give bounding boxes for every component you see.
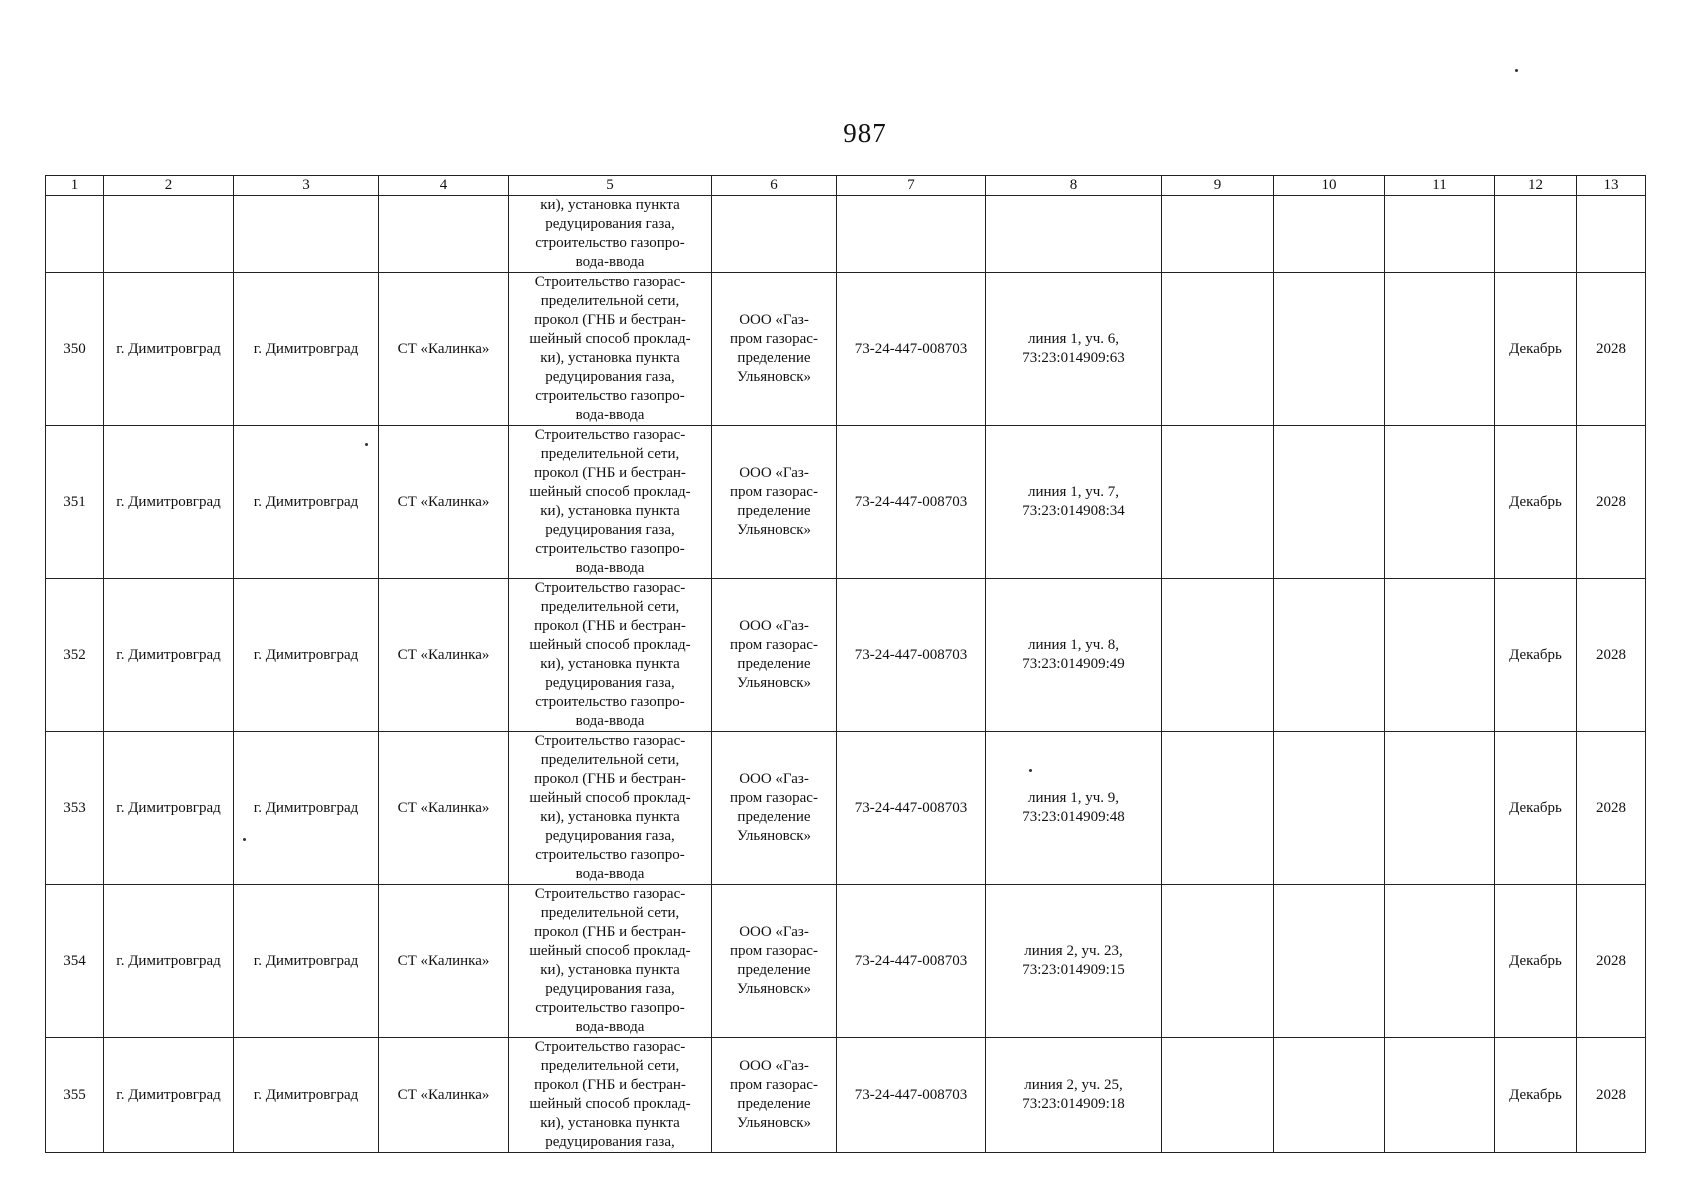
cell-row-number: 355	[46, 1038, 104, 1153]
column-number: 1	[46, 176, 104, 196]
cell-col11	[1385, 273, 1495, 426]
column-number-row	[46, 176, 1646, 196]
description-line: строительство газопро-	[535, 388, 685, 404]
description-line: редуцирования газа,	[545, 675, 675, 691]
cell-description	[509, 1038, 712, 1153]
description-line: вода-ввода	[575, 866, 645, 882]
description-line: строительство газопро-	[535, 694, 685, 710]
organization-line: пределение	[737, 656, 811, 672]
organization-line: Ульяновск»	[736, 828, 812, 844]
cell-col11	[1385, 426, 1495, 579]
description-line: Строительство газорас-	[534, 886, 686, 902]
cell-empty	[837, 196, 986, 273]
table-row	[46, 426, 1646, 579]
organization-line: ООО «Газ-	[739, 771, 809, 787]
cell-code: 73-24-447-008703	[837, 732, 986, 885]
cell-empty	[712, 196, 837, 273]
cell-lot	[986, 273, 1162, 426]
cell-city: г. Димитровград	[234, 426, 379, 579]
description-line: пределительной сети,	[540, 293, 680, 309]
cell-empty	[1385, 196, 1495, 273]
cell-col9	[1162, 1038, 1274, 1153]
description-line: прокол (ГНБ и бестран-	[534, 771, 686, 787]
lot-line: 73:23:014909:63	[1022, 350, 1125, 366]
description-line: Строительство газорас-	[534, 274, 686, 290]
organization-line: пределение	[737, 809, 811, 825]
cell-empty	[1274, 196, 1385, 273]
cell-organization	[712, 426, 837, 579]
scan-speck	[1515, 69, 1518, 72]
lot-line: линия 2, уч. 25,	[1024, 1077, 1123, 1093]
column-number: 7	[837, 176, 986, 196]
cell-month: Декабрь	[1495, 426, 1577, 579]
description-line: пределительной сети,	[540, 1058, 680, 1074]
organization-line: пром газорас-	[730, 943, 818, 959]
description-line: прокол (ГНБ и бестран-	[534, 924, 686, 940]
cell-district: г. Димитровград	[104, 426, 234, 579]
table-row	[46, 1038, 1646, 1153]
cell-settlement: СТ «Калинка»	[379, 273, 509, 426]
lot-line: линия 1, уч. 8,	[1027, 637, 1119, 653]
organization-line: пром газорас-	[730, 790, 818, 806]
description-line: ки), установка пункта	[540, 962, 680, 978]
cell-description	[509, 579, 712, 732]
organization-line: Ульяновск»	[736, 1115, 812, 1131]
lot-line: линия 2, уч. 23,	[1024, 943, 1123, 959]
cell-organization	[712, 1038, 837, 1153]
table-row	[46, 732, 1646, 885]
description-line: редуцирования газа,	[545, 522, 675, 538]
cell-description	[509, 196, 712, 273]
cell-district: г. Димитровград	[104, 885, 234, 1038]
cell-col11	[1385, 732, 1495, 885]
cell-lot	[986, 885, 1162, 1038]
description-line: Строительство газорас-	[534, 733, 686, 749]
description-line: пределительной сети,	[540, 446, 680, 462]
description-line: строительство газопро-	[535, 235, 685, 251]
cell-col11	[1385, 579, 1495, 732]
description-line: прокол (ГНБ и бестран-	[534, 312, 686, 328]
description-line: редуцирования газа,	[545, 369, 675, 385]
description-line: редуцирования газа,	[545, 1134, 675, 1150]
description-line: вода-ввода	[575, 1019, 645, 1035]
column-number: 13	[1577, 176, 1646, 196]
cell-district: г. Димитровград	[104, 732, 234, 885]
organization-line: пром газорас-	[730, 637, 818, 653]
description-line: прокол (ГНБ и бестран-	[534, 618, 686, 634]
description-line: редуцирования газа,	[545, 981, 675, 997]
cell-col9	[1162, 579, 1274, 732]
lot-line: 73:23:014909:15	[1022, 962, 1125, 978]
cell-row-number: 351	[46, 426, 104, 579]
cell-row-number: 354	[46, 885, 104, 1038]
cell-year: 2028	[1577, 579, 1646, 732]
organization-line: ООО «Газ-	[739, 1058, 809, 1074]
description-line: вода-ввода	[575, 407, 645, 423]
cell-empty	[46, 196, 104, 273]
cell-empty	[104, 196, 234, 273]
cell-city: г. Димитровград	[234, 273, 379, 426]
cell-month: Декабрь	[1495, 885, 1577, 1038]
column-number: 9	[1162, 176, 1274, 196]
organization-line: ООО «Газ-	[739, 312, 809, 328]
cell-year: 2028	[1577, 885, 1646, 1038]
organization-line: ООО «Газ-	[739, 924, 809, 940]
cell-lot	[986, 579, 1162, 732]
cell-settlement: СТ «Калинка»	[379, 426, 509, 579]
description-line: шейный способ проклад-	[529, 943, 691, 959]
organization-line: пром газорас-	[730, 1077, 818, 1093]
description-line: пределительной сети,	[540, 599, 680, 615]
cell-settlement: СТ «Калинка»	[379, 1038, 509, 1153]
cell-row-number: 353	[46, 732, 104, 885]
column-number: 4	[379, 176, 509, 196]
cell-row-number: 352	[46, 579, 104, 732]
description-line: редуцирования газа,	[545, 216, 675, 232]
cell-code: 73-24-447-008703	[837, 1038, 986, 1153]
cell-city: г. Димитровград	[234, 1038, 379, 1153]
lot-line: 73:23:014908:34	[1022, 503, 1125, 519]
cell-col9	[1162, 426, 1274, 579]
organization-line: пределение	[737, 350, 811, 366]
description-line: вода-ввода	[575, 560, 645, 576]
description-line: строительство газопро-	[535, 1000, 685, 1016]
organization-line: пром газорас-	[730, 331, 818, 347]
cell-month: Декабрь	[1495, 1038, 1577, 1153]
column-number: 11	[1385, 176, 1495, 196]
cell-district: г. Димитровград	[104, 579, 234, 732]
cell-organization	[712, 579, 837, 732]
cell-organization	[712, 885, 837, 1038]
cell-code: 73-24-447-008703	[837, 885, 986, 1038]
cell-col10	[1274, 885, 1385, 1038]
cell-description	[509, 426, 712, 579]
description-line: строительство газопро-	[535, 541, 685, 557]
lot-line: линия 1, уч. 9,	[1027, 790, 1119, 806]
table-row	[46, 273, 1646, 426]
cell-code: 73-24-447-008703	[837, 426, 986, 579]
cell-description	[509, 273, 712, 426]
description-line: Строительство газорас-	[534, 427, 686, 443]
cell-col9	[1162, 885, 1274, 1038]
cell-empty	[1577, 196, 1646, 273]
cell-district: г. Димитровград	[104, 1038, 234, 1153]
description-line: шейный способ проклад-	[529, 637, 691, 653]
registry-table	[45, 175, 1646, 1153]
cell-month: Декабрь	[1495, 273, 1577, 426]
cell-year: 2028	[1577, 273, 1646, 426]
organization-line: Ульяновск»	[736, 522, 812, 538]
cell-row-number: 350	[46, 273, 104, 426]
cell-lot	[986, 732, 1162, 885]
organization-line: пределение	[737, 503, 811, 519]
column-number: 3	[234, 176, 379, 196]
lot-line: 73:23:014909:48	[1022, 809, 1125, 825]
organization-line: Ульяновск»	[736, 675, 812, 691]
table-row	[46, 885, 1646, 1038]
continuation-row	[46, 196, 1646, 273]
description-line: вода-ввода	[575, 713, 645, 729]
column-number: 2	[104, 176, 234, 196]
cell-col9	[1162, 732, 1274, 885]
cell-month: Декабрь	[1495, 579, 1577, 732]
column-number: 6	[712, 176, 837, 196]
description-line: Строительство газорас-	[534, 1039, 686, 1055]
cell-empty	[1162, 196, 1274, 273]
lot-line: 73:23:014909:18	[1022, 1096, 1125, 1112]
description-line: шейный способ проклад-	[529, 1096, 691, 1112]
cell-description	[509, 885, 712, 1038]
description-line: редуцирования газа,	[545, 828, 675, 844]
description-line: шейный способ проклад-	[529, 331, 691, 347]
cell-year: 2028	[1577, 732, 1646, 885]
cell-empty	[379, 196, 509, 273]
description-line: ки), установка пункта	[540, 809, 680, 825]
description-line: Строительство газорас-	[534, 580, 686, 596]
column-number: 12	[1495, 176, 1577, 196]
cell-year: 2028	[1577, 426, 1646, 579]
organization-line: Ульяновск»	[736, 369, 812, 385]
cell-col10	[1274, 426, 1385, 579]
cell-col11	[1385, 1038, 1495, 1153]
cell-year: 2028	[1577, 1038, 1646, 1153]
description-line: ки), установка пункта	[540, 656, 680, 672]
cell-district: г. Димитровград	[104, 273, 234, 426]
description-line: строительство газопро-	[535, 847, 685, 863]
description-line: пределительной сети,	[540, 752, 680, 768]
cell-col10	[1274, 579, 1385, 732]
organization-line: пределение	[737, 962, 811, 978]
description-line: шейный способ проклад-	[529, 790, 691, 806]
cell-empty	[1495, 196, 1577, 273]
cell-col9	[1162, 273, 1274, 426]
description-line: ки), установка пункта	[540, 197, 680, 213]
column-number: 8	[986, 176, 1162, 196]
cell-month: Декабрь	[1495, 732, 1577, 885]
cell-description	[509, 732, 712, 885]
cell-col10	[1274, 1038, 1385, 1153]
cell-settlement: СТ «Калинка»	[379, 579, 509, 732]
cell-code: 73-24-447-008703	[837, 579, 986, 732]
description-line: ки), установка пункта	[540, 503, 680, 519]
description-line: прокол (ГНБ и бестран-	[534, 1077, 686, 1093]
organization-line: ООО «Газ-	[739, 618, 809, 634]
table-row	[46, 579, 1646, 732]
column-number: 10	[1274, 176, 1385, 196]
cell-city: г. Димитровград	[234, 579, 379, 732]
column-number: 5	[509, 176, 712, 196]
lot-line: линия 1, уч. 6,	[1027, 331, 1119, 347]
cell-empty	[986, 196, 1162, 273]
description-line: ки), установка пункта	[540, 1115, 680, 1131]
cell-col10	[1274, 273, 1385, 426]
description-line: прокол (ГНБ и бестран-	[534, 465, 686, 481]
cell-organization	[712, 732, 837, 885]
lot-line: 73:23:014909:49	[1022, 656, 1125, 672]
organization-line: Ульяновск»	[736, 981, 812, 997]
description-line: вода-ввода	[575, 254, 645, 270]
organization-line: ООО «Газ-	[739, 465, 809, 481]
organization-line: пределение	[737, 1096, 811, 1112]
cell-empty	[234, 196, 379, 273]
cell-code: 73-24-447-008703	[837, 273, 986, 426]
cell-city: г. Димитровград	[234, 885, 379, 1038]
cell-col11	[1385, 885, 1495, 1038]
description-line: шейный способ проклад-	[529, 484, 691, 500]
cell-settlement: СТ «Калинка»	[379, 885, 509, 1038]
cell-lot	[986, 426, 1162, 579]
cell-organization	[712, 273, 837, 426]
page-number: 987	[843, 118, 887, 148]
cell-city: г. Димитровград	[234, 732, 379, 885]
description-line: ки), установка пункта	[540, 350, 680, 366]
cell-lot	[986, 1038, 1162, 1153]
cell-col10	[1274, 732, 1385, 885]
cell-settlement: СТ «Калинка»	[379, 732, 509, 885]
organization-line: пром газорас-	[730, 484, 818, 500]
description-line: пределительной сети,	[540, 905, 680, 921]
lot-line: линия 1, уч. 7,	[1027, 484, 1119, 500]
